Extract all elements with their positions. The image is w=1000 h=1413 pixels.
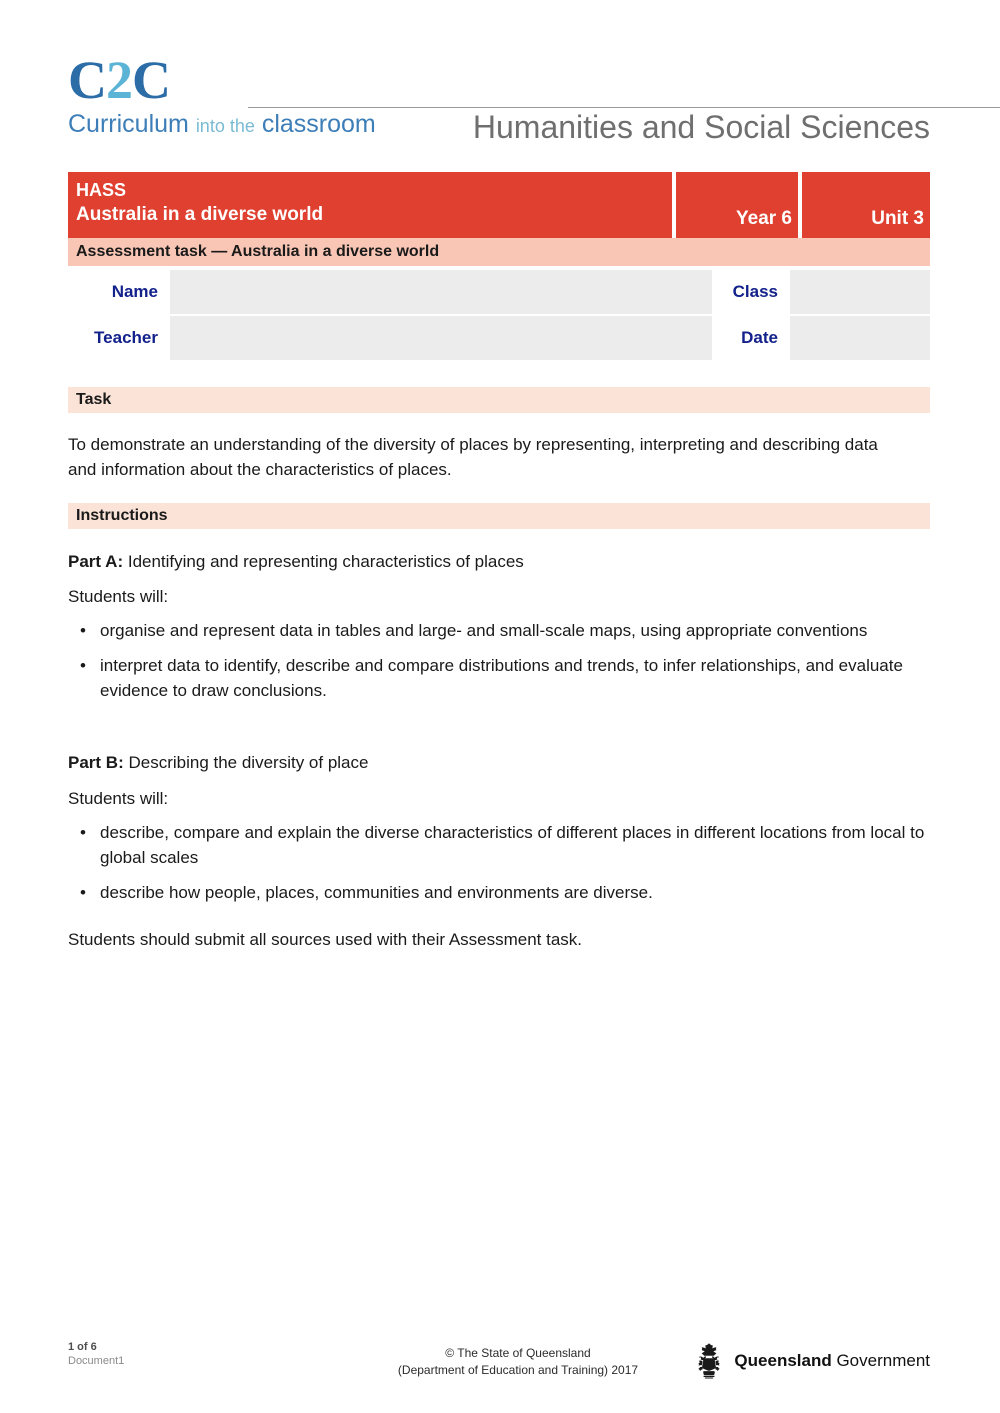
page-footer — [68, 1340, 930, 1388]
tagline-curriculum: Curriculum — [68, 110, 189, 138]
teacher-input[interactable] — [170, 316, 712, 360]
details-row-teacher — [68, 316, 930, 360]
part-a-heading — [68, 549, 930, 574]
bullet-glyph-icon: • — [80, 883, 86, 902]
c2c-letter-c-first: C — [68, 50, 106, 110]
name-input[interactable] — [170, 270, 712, 314]
date-input[interactable] — [790, 316, 930, 360]
part-a-stem: Students will: — [68, 587, 169, 606]
banner-unit-title: Australia in a diverse world — [76, 204, 324, 225]
list-item-text: describe how people, places, communities and environments are diverse. — [100, 883, 653, 902]
unit-banner — [68, 172, 930, 238]
bullet-glyph-icon: • — [80, 823, 86, 842]
banner-title-cell — [68, 172, 672, 238]
details-row-name — [68, 270, 930, 314]
government-regular-text: Government — [831, 1351, 930, 1370]
queensland-government-logo — [692, 1342, 930, 1380]
class-input[interactable] — [790, 270, 930, 314]
list-item — [68, 820, 936, 870]
bullet-glyph-icon: • — [80, 656, 86, 675]
c2c-logo — [68, 52, 418, 140]
part-b-title: Describing the diversity of place — [128, 753, 369, 772]
banner-unit-cell: Unit 3 — [802, 172, 930, 238]
teacher-label: Teacher — [68, 316, 170, 360]
part-a-label: Part A: — [68, 552, 124, 571]
student-details-table — [68, 270, 930, 362]
queensland-coat-of-arms-icon — [692, 1342, 726, 1380]
footer-copyright — [348, 1345, 688, 1379]
task-section-header: Task — [68, 387, 930, 413]
c2c-wordmark — [68, 52, 418, 108]
list-item — [68, 618, 936, 643]
banner-learning-area: HASS — [76, 180, 127, 200]
government-bold-text: Queensland — [734, 1351, 832, 1370]
c2c-tagline — [68, 110, 418, 140]
subject-title: Humanities and Social Sciences — [472, 109, 930, 145]
tagline-into-the: into the — [195, 116, 255, 136]
page-number: 1 of 6 — [68, 1341, 97, 1353]
assessment-task-strip: Assessment task — Australia in a diverse world — [68, 238, 930, 266]
list-item-text: organise and represent data in tables and large- and small-scale maps, using appropriate conventions — [100, 621, 868, 640]
list-item — [68, 653, 936, 703]
list-item-text: interpret data to identify, describe and compare distributions and trends, to infer relationships, and evaluate evidence to draw conclusions. — [100, 656, 903, 700]
masthead — [68, 52, 930, 164]
document-name: Document1 — [68, 1355, 125, 1367]
part-a-bullet-list — [68, 618, 930, 713]
c2c-letter-two: 2 — [106, 50, 132, 110]
name-label: Name — [68, 270, 170, 314]
class-label: Class — [712, 270, 790, 314]
list-item — [68, 880, 936, 905]
instructions-section-header: Instructions — [68, 503, 930, 529]
tagline-classroom: classroom — [261, 110, 376, 138]
part-b-bullet-list — [68, 820, 930, 915]
banner-year-cell: Year 6 — [676, 172, 798, 238]
queensland-government-text — [734, 1351, 930, 1371]
footer-left — [68, 1340, 124, 1368]
part-b-label: Part B: — [68, 753, 124, 772]
bullet-glyph-icon: • — [80, 621, 86, 640]
list-item-text: describe, compare and explain the diverse characteristics of different places in different locations from local to global scales — [100, 823, 925, 867]
closing-note: Students should submit all sources used with their Assessment task. — [68, 930, 583, 949]
part-b-heading — [68, 750, 930, 775]
date-label: Date — [712, 316, 790, 360]
task-description: To demonstrate an understanding of the diversity of places by representing, interpreting and describing data and information about the characteristics of places. — [68, 435, 878, 479]
copyright-line-1: © The State of Queensland — [445, 1346, 591, 1360]
part-b-stem: Students will: — [68, 789, 169, 808]
c2c-letter-c-last: C — [132, 50, 170, 110]
copyright-line-2: (Department of Education and Training) 2017 — [397, 1363, 639, 1377]
part-a-title: Identifying and representing characteristics of places — [127, 552, 524, 571]
